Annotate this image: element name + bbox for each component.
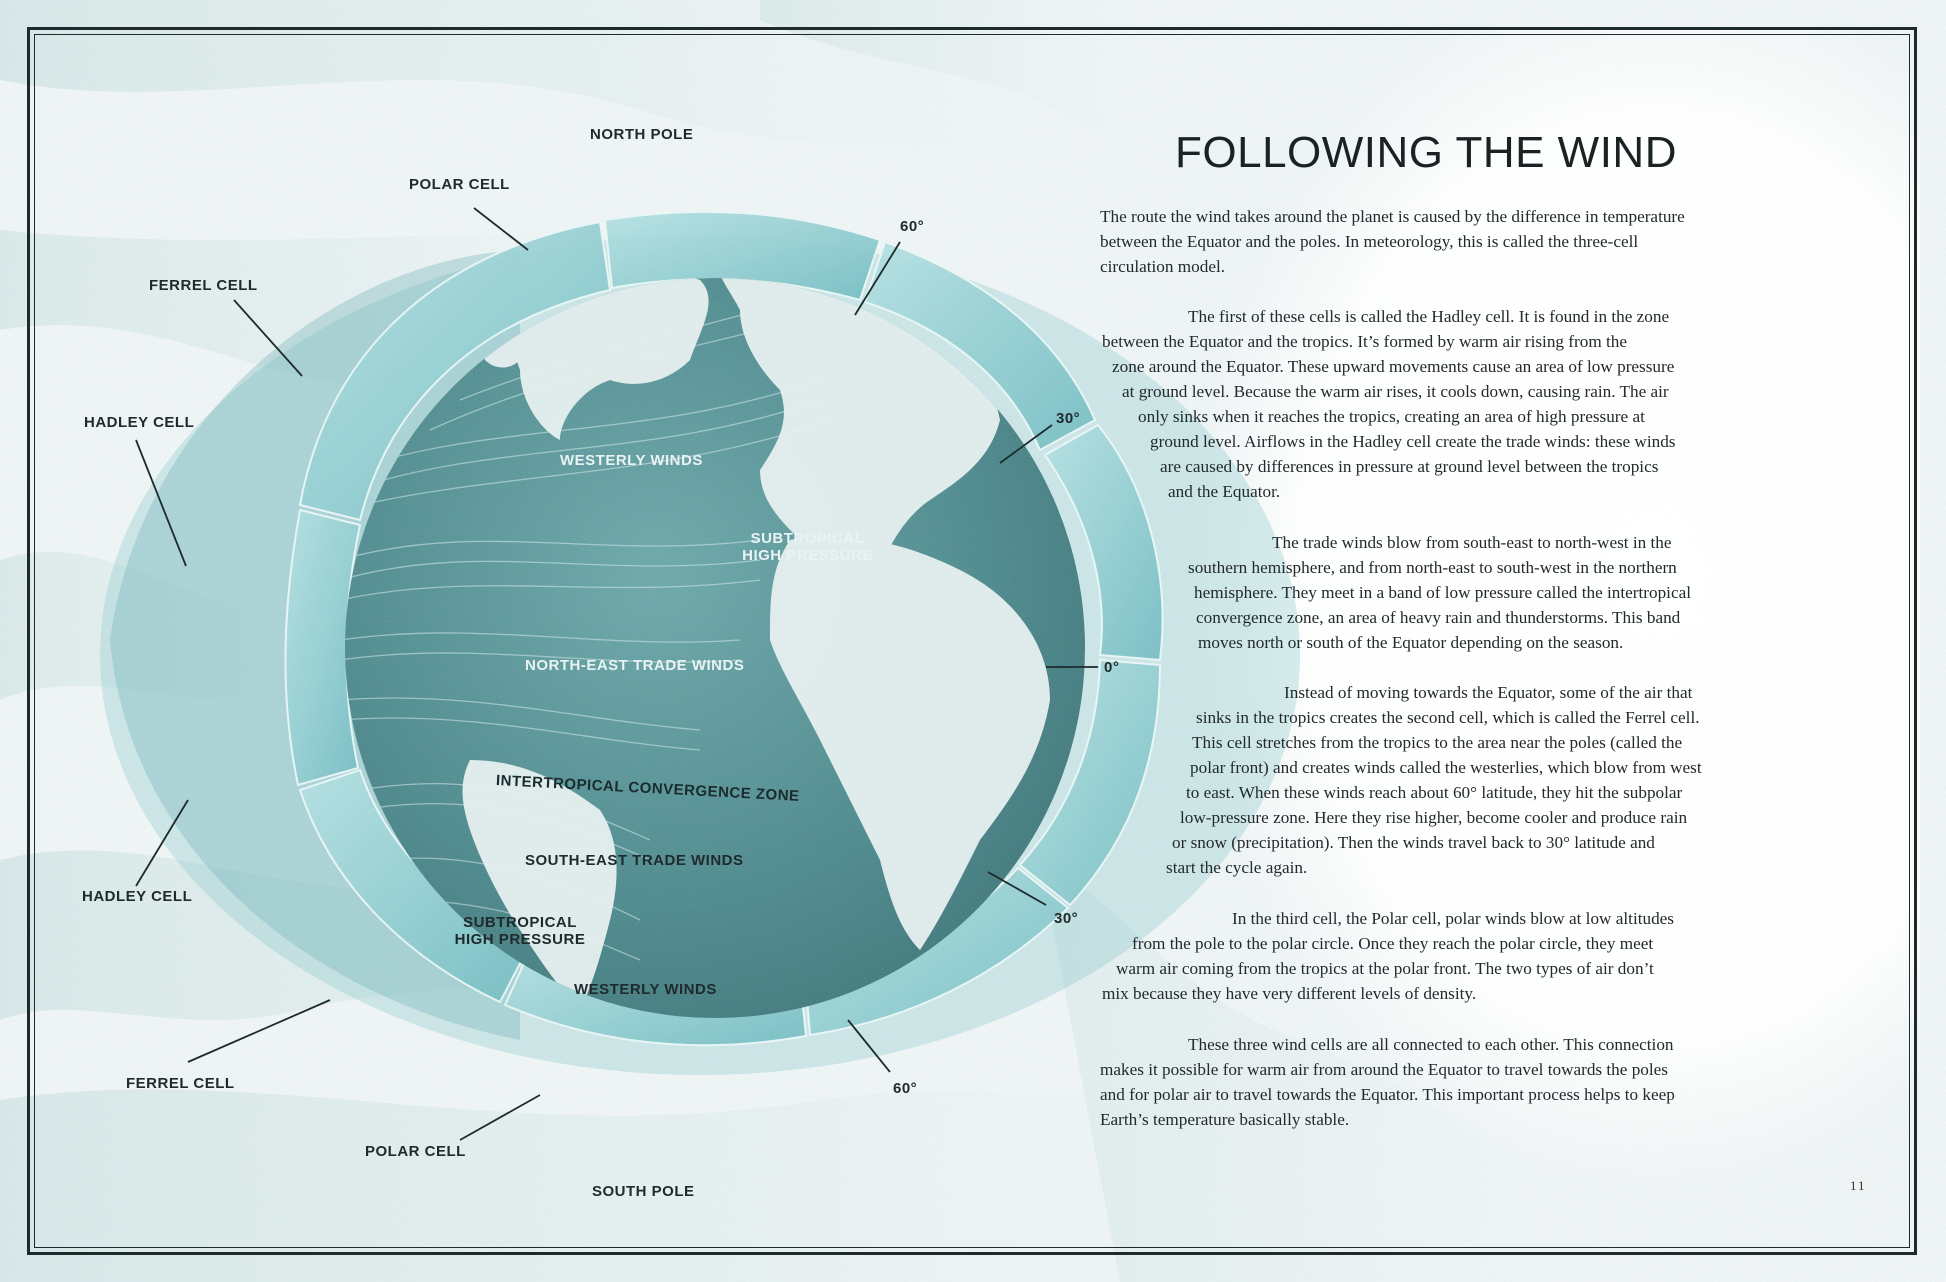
text-line: are caused by differences in pressure at ground level between the tropics [1160, 457, 1659, 476]
paragraph-ferrel-cell [1100, 680, 1702, 880]
text-line: start the cycle again. [1166, 858, 1308, 877]
text-line: only sinks when it reaches the tropics, creating an area of high pressure at [1138, 407, 1645, 426]
text-line: Instead of moving towards the Equator, some of the air that [1284, 683, 1693, 702]
text-line: warm air coming from the tropics at the polar front. The two types of air don’t [1116, 959, 1654, 978]
text-line: polar front) and creates winds called the westerlies, which blow from west [1190, 758, 1702, 777]
text-line: hemisphere. They meet in a band of low pressure called the intertropical [1194, 583, 1691, 602]
label-hadley-cell-north: HADLEY CELL [84, 414, 195, 431]
text-line: southern hemisphere, and from north-east to south-west in the northern [1188, 558, 1677, 577]
paragraph-trade-winds [1100, 530, 1691, 655]
text-line: at ground level. Because the warm air rises, it cools down, causing rain. The air [1122, 382, 1669, 401]
text-line: ground level. Airflows in the Hadley cell create the trade winds: these winds [1150, 432, 1676, 451]
text-line: between the Equator and the poles. In meteorology, this is called the three-cell [1100, 232, 1639, 251]
text-line: from the pole to the polar circle. Once they reach the polar circle, they meet [1132, 934, 1654, 953]
label-north-pole: NORTH POLE [590, 126, 694, 143]
label-itcz: INTERTROPICAL CONVERGENCE ZONE [495, 772, 800, 805]
text-line: to east. When these winds reach about 60° latitude, they hit the subpolar [1186, 783, 1683, 802]
label-lat-60-south: 60° [893, 1080, 918, 1097]
text-line: sinks in the tropics creates the second cell, which is called the Ferrel cell. [1196, 708, 1700, 727]
paragraph-polar-cell [1100, 906, 1674, 1006]
label-lat-60-north: 60° [900, 218, 925, 235]
text-line: These three wind cells are all connected to each other. This connection [1188, 1035, 1674, 1054]
label-subtropical-high-north-line2: HIGH PRESSURE [742, 547, 873, 564]
text-line: zone around the Equator. These upward movements cause an area of low pressure [1112, 357, 1675, 376]
label-westerly-winds-south: WESTERLY WINDS [574, 981, 717, 998]
label-westerly-winds-north: WESTERLY WINDS [560, 452, 703, 469]
page-number: 11 [1850, 1178, 1867, 1193]
text-line: and for polar air to travel towards the Equator. This important process helps to keep [1100, 1085, 1675, 1104]
label-subtropical-high-south [450, 914, 590, 948]
label-ferrel-cell-south: FERREL CELL [126, 1075, 235, 1092]
label-south-pole: SOUTH POLE [592, 1183, 695, 1200]
text-line: and the Equator. [1168, 482, 1281, 501]
label-subtropical-high-south-line1: SUBTROPICAL [463, 914, 577, 931]
label-hadley-cell-south: HADLEY CELL [82, 888, 193, 905]
label-polar-cell-north: POLAR CELL [409, 176, 510, 193]
label-ferrel-cell-north: FERREL CELL [149, 277, 258, 294]
text-line: mix because they have very different levels of density. [1102, 984, 1477, 1003]
text-line: The first of these cells is called the Hadley cell. It is found in the zone [1188, 307, 1670, 326]
paragraph-intro [1100, 204, 1685, 279]
label-lat-0: 0° [1104, 659, 1120, 676]
label-subtropical-high-south-line2: HIGH PRESSURE [454, 931, 586, 948]
text-line: moves north or south of the Equator depending on the season. [1198, 633, 1624, 652]
label-lat-30-north: 30° [1056, 410, 1081, 427]
page-title: FOLLOWING THE WIND [1175, 128, 1677, 177]
label-subtropical-high-north [740, 530, 875, 564]
label-ne-trade-winds: NORTH-EAST TRADE WINDS [525, 657, 745, 674]
label-polar-cell-south: POLAR CELL [365, 1143, 466, 1160]
text-line: In the third cell, the Polar cell, polar winds blow at low altitudes [1232, 909, 1674, 928]
text-line: convergence zone, an area of heavy rain and thunderstorms. This band [1196, 608, 1681, 627]
text-line: The route the wind takes around the planet is caused by the difference in temperature [1100, 207, 1685, 226]
text-line: circulation model. [1100, 257, 1226, 276]
label-subtropical-high-north-line1: SUBTROPICAL [750, 530, 865, 547]
text-line: low-pressure zone. Here they rise higher, become cooler and produce rain [1180, 808, 1688, 827]
paragraph-hadley-cell [1100, 304, 1676, 504]
label-lat-30-south: 30° [1054, 910, 1079, 927]
paragraph-connection [1100, 1032, 1675, 1132]
text-line: This cell stretches from the tropics to the area near the poles (called the [1192, 733, 1683, 752]
text-line: or snow (precipitation). Then the winds travel back to 30° latitude and [1172, 833, 1655, 852]
label-se-trade-winds: SOUTH-EAST TRADE WINDS [525, 852, 744, 869]
text-line: Earth’s temperature basically stable. [1100, 1110, 1350, 1129]
text-line: makes it possible for warm air from around the Equator to travel towards the poles [1100, 1060, 1668, 1079]
text-line: between the Equator and the tropics. It’s formed by warm air rising from the [1102, 332, 1628, 351]
text-line: The trade winds blow from south-east to north-west in the [1272, 533, 1672, 552]
